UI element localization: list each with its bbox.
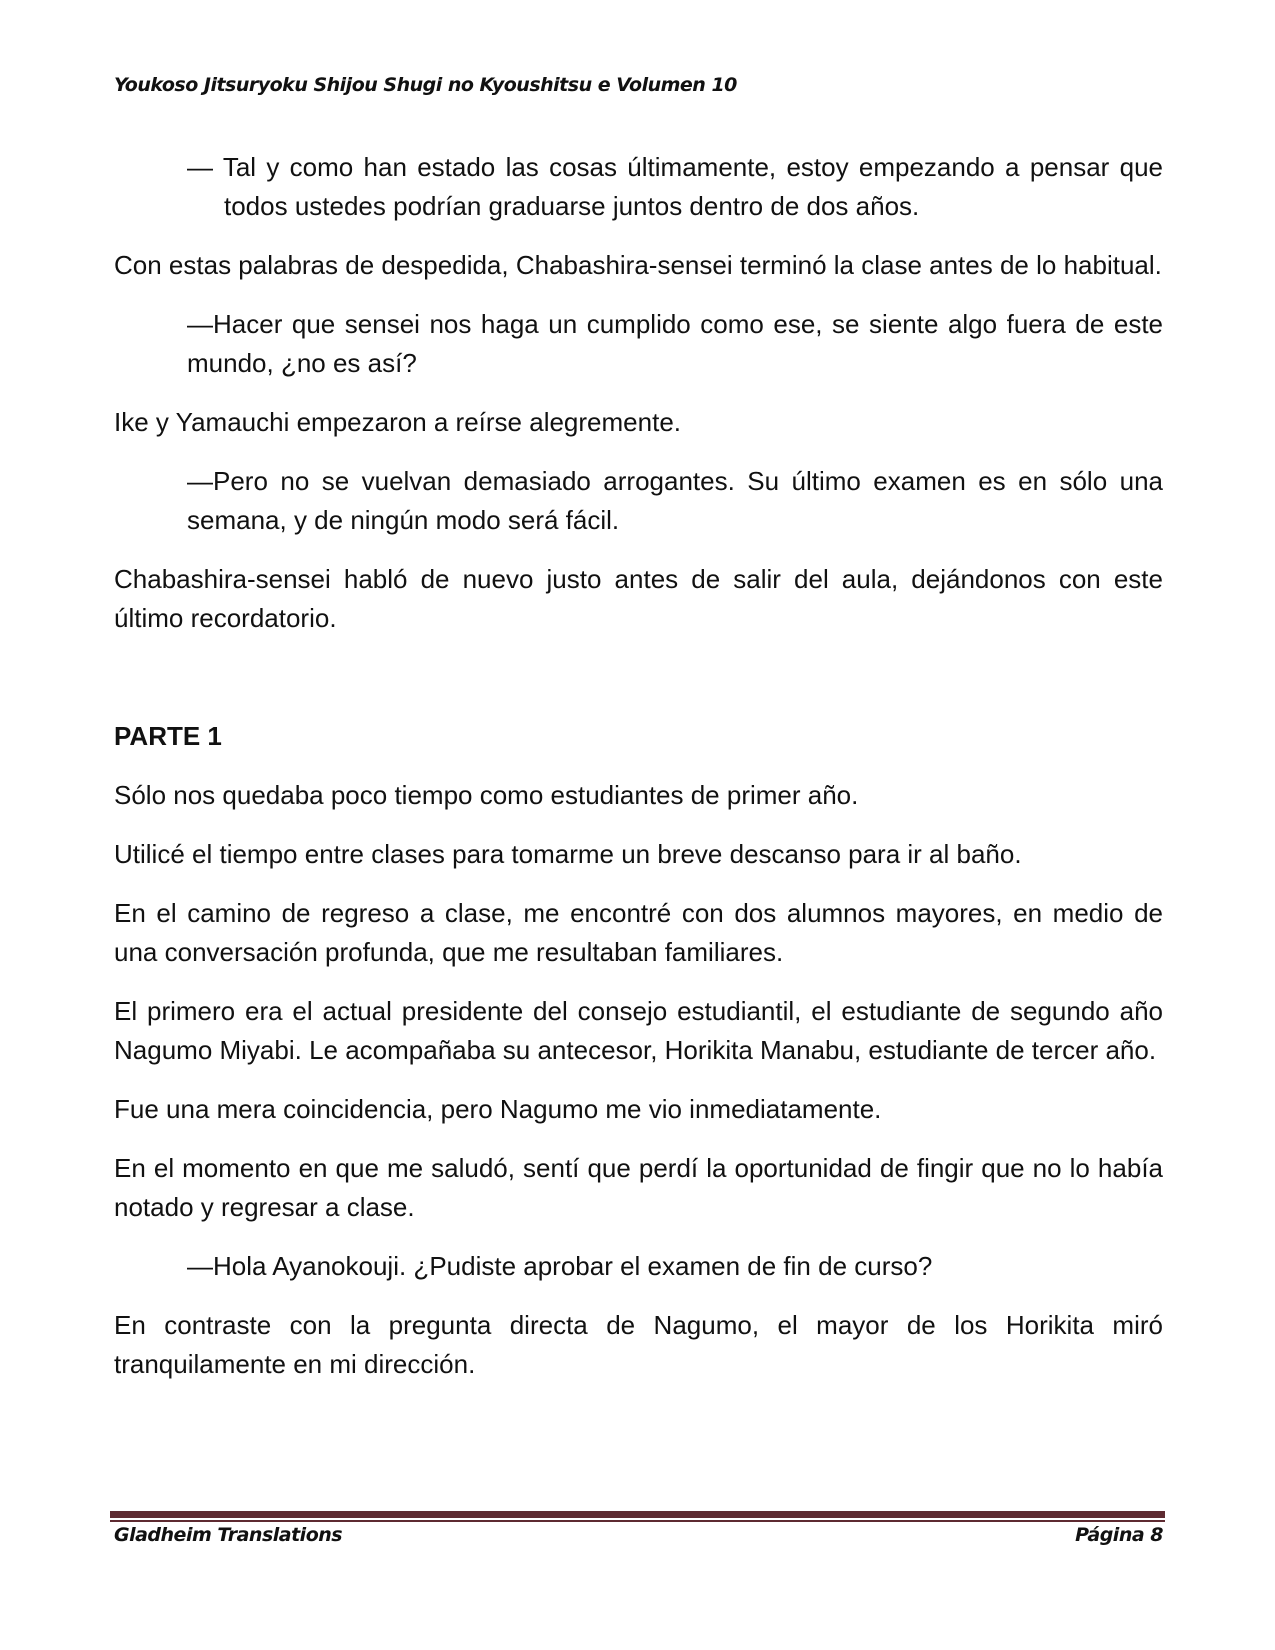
paragraph: Chabashira-sensei habló de nuevo justo antes de salir del aula, dejándonos con este último recordatorio. — [114, 564, 1163, 633]
paragraph: En contraste con la pregunta directa de Nagumo, el mayor de los Horikita miró tranquilamente en mi dirección. — [114, 1310, 1163, 1379]
paragraph: Con estas palabras de despedida, Chabashira-sensei terminó la clase antes de lo habitual. — [114, 250, 1162, 280]
paragraph: En el camino de regreso a clase, me encontré con dos alumnos mayores, en medio de una conversación profunda, que me resultaban familiares. — [114, 898, 1163, 967]
dialogue-paragraph: —Hola Ayanokouji. ¿Pudiste aprobar el examen de fin de curso? — [187, 1251, 933, 1281]
paragraph: El primero era el actual presidente del consejo estudiantil, el estudiante de segundo año Nagumo Miyabi. Le acompañaba su antecesor, Horikita Manabu, estudiante de tercer año. — [114, 996, 1163, 1065]
page-number: Página 8 — [1075, 1524, 1163, 1546]
dialogue-paragraph: —Hacer que sensei nos haga un cumplido como ese, se siente algo fuera de este mundo, ¿no es así? — [187, 309, 1163, 378]
paragraphs-before — [114, 148, 1163, 638]
paragraph: En el momento en que me saludó, sentí que perdí la oportunidad de fingir que no lo había notado y regresar a clase. — [114, 1153, 1163, 1222]
footer-rule-thick — [110, 1511, 1165, 1518]
paragraph: Ike y Yamauchi empezaron a reírse alegremente. — [114, 407, 681, 437]
paragraph: Fue una mera coincidencia, pero Nagumo me vio inmediatamente. — [114, 1094, 882, 1124]
running-header: Youkoso Jitsuryoku Shijou Shugi no Kyoushitsu e Volumen 10 — [114, 74, 737, 96]
paragraph: Utilicé el tiempo entre clases para tomarme un breve descanso para ir al baño. — [114, 839, 1022, 869]
footer-credit: Gladheim Translations — [114, 1524, 343, 1546]
page-body — [114, 148, 1163, 1404]
dialogue-paragraph: — Tal y como han estado las cosas últimamente, estoy empezando a pensar que todos ustedes podrían graduarse juntos dentro de dos años. — [187, 152, 1163, 221]
paragraphs-after — [114, 776, 1163, 1384]
dialogue-paragraph: —Pero no se vuelvan demasiado arrogantes. Su último examen es en sólo una semana, y de ningún modo será fácil. — [187, 466, 1163, 535]
footer-rule-thin — [110, 1520, 1165, 1522]
paragraph: Sólo nos quedaba poco tiempo como estudiantes de primer año. — [114, 780, 859, 810]
section-heading: PARTE 1 — [114, 721, 222, 751]
